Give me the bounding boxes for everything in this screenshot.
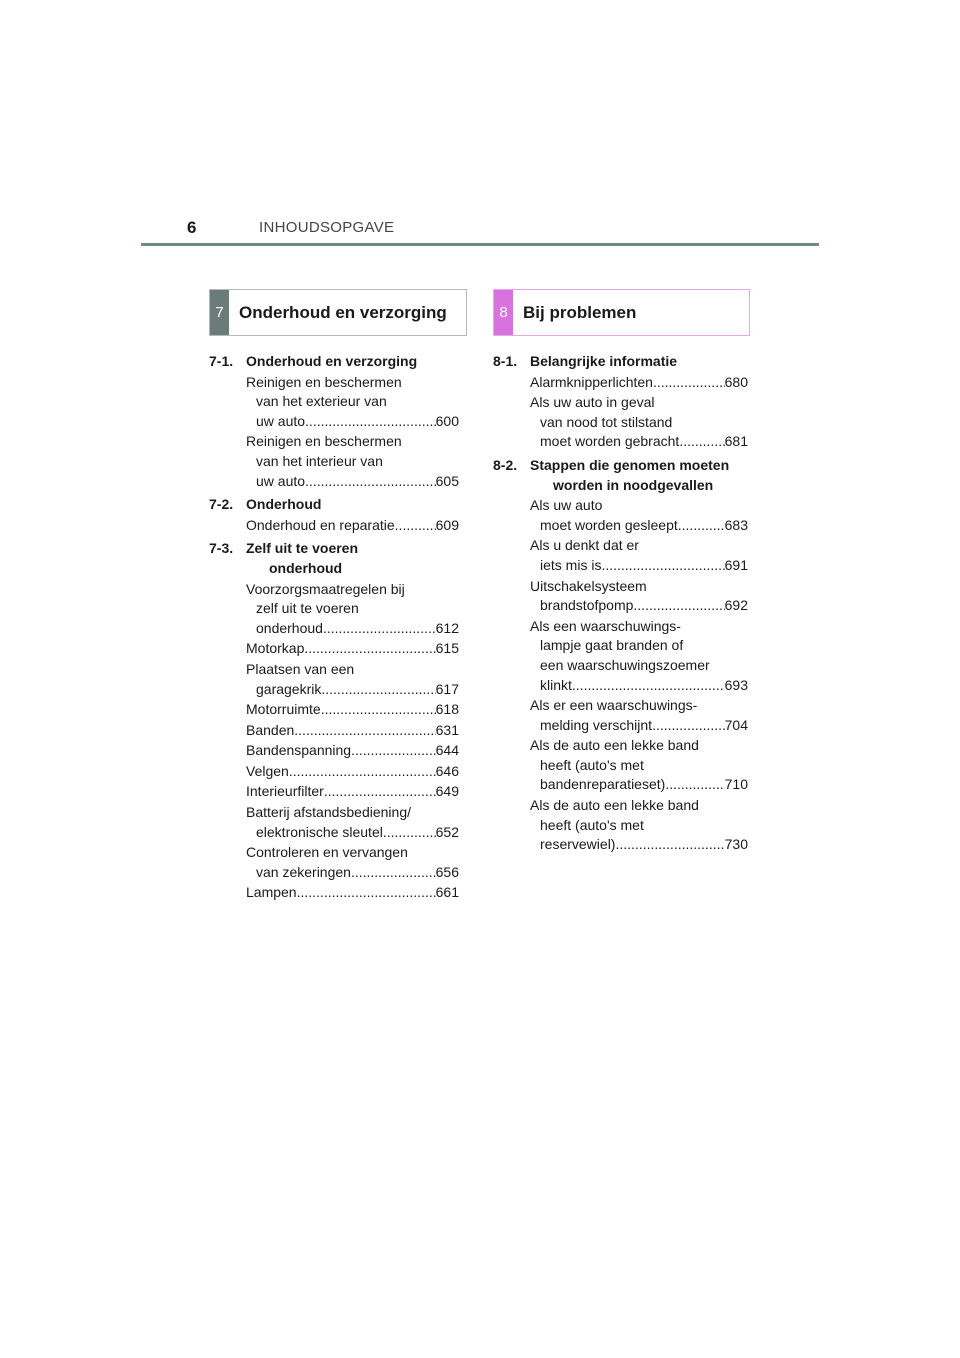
toc-page-number: 661 [435, 884, 459, 901]
toc-entry-line: van het interieur van [256, 452, 383, 469]
toc-entry-line: een waarschuwingszoemer [540, 656, 710, 673]
toc-group [209, 352, 459, 491]
toc-group-title-line: onderhoud [269, 559, 343, 576]
toc-entry[interactable] [209, 700, 459, 720]
page-header [0, 0, 960, 250]
section-7-title: Onderhoud en verzorging [239, 302, 447, 322]
toc-entry[interactable] [493, 393, 748, 452]
toc-entry[interactable] [209, 782, 459, 802]
toc-leader-dots [383, 823, 436, 843]
toc-leader-dots [679, 432, 724, 452]
toc-page-number: 612 [435, 619, 459, 636]
section-7-number: 7 [210, 290, 229, 335]
toc-entry-line: Lampen [246, 884, 297, 901]
toc-leader-dots [678, 516, 725, 536]
toc-entry-line: van zekeringen [256, 863, 351, 880]
toc-group-number: 7-2. [209, 496, 234, 513]
toc-leader-dots [653, 373, 725, 393]
toc-entry-line: Interieurfilter [246, 783, 324, 800]
toc-group-number: 7-1. [209, 353, 234, 369]
toc-entry-line: brandstofpomp [540, 597, 634, 614]
toc-entry-line: Reinigen en beschermen [246, 373, 402, 390]
toc-leader-dots [297, 883, 436, 903]
toc-entry[interactable] [493, 577, 748, 616]
toc-entry[interactable] [493, 617, 748, 695]
toc-leader-dots [351, 741, 436, 761]
toc-group [209, 495, 459, 535]
toc-entry-line: Banden [246, 721, 295, 738]
toc-entry-line: moet worden gebracht [540, 433, 680, 450]
section-8-toc [493, 352, 748, 859]
toc-entry-line: Plaatsen van een [246, 660, 355, 677]
toc-entry-line: uw auto [256, 472, 306, 489]
toc-leader-dots [572, 676, 725, 696]
toc-entry-line: Voorzorgsmaatregelen bij [246, 580, 405, 597]
toc-group-heading [209, 352, 459, 372]
toc-group-number: 7-3. [209, 540, 234, 557]
toc-entry[interactable] [493, 696, 748, 735]
toc-entry[interactable] [209, 660, 459, 699]
toc-entry-line: Motorkap [246, 640, 305, 657]
toc-leader-dots [652, 716, 725, 736]
toc-page-number: 652 [435, 823, 459, 840]
toc-leader-dots [321, 680, 435, 700]
toc-page-number: 617 [435, 680, 459, 697]
toc-entry-line: melding verschijnt [540, 716, 653, 733]
toc-group-title-line: Onderhoud [246, 496, 322, 513]
toc-page-number: 609 [435, 516, 459, 533]
toc-entry-line: heeft (auto's met [540, 756, 644, 773]
section-7-toc [209, 352, 459, 907]
toc-leader-dots [289, 762, 436, 782]
toc-entry-line: elektronische sleutel [256, 823, 383, 840]
toc-entry[interactable] [209, 580, 459, 639]
toc-entry-line: Velgen [246, 762, 289, 779]
toc-entry-line: lampje gaat branden of [540, 637, 684, 654]
toc-entry[interactable] [493, 496, 748, 535]
toc-entry-line: Batterij afstandsbediening/ [246, 804, 411, 821]
section-8-title: Bij problemen [523, 302, 637, 322]
toc-group-title [246, 495, 459, 515]
toc-group-heading [209, 539, 459, 578]
toc-page-number: 605 [435, 472, 459, 489]
toc-entry-line: uw auto [256, 412, 306, 429]
toc-entry-line: Alarmknipperlichten [530, 373, 653, 390]
toc-leader-dots [395, 516, 436, 536]
toc-group-title [246, 539, 459, 578]
toc-leader-dots [615, 835, 724, 855]
toc-entry[interactable] [493, 536, 748, 575]
toc-entry-line: van nood tot stilstand [540, 413, 673, 430]
toc-entry-line: onderhoud [256, 619, 323, 636]
toc-entry-line: Als de auto een lekke band [530, 737, 699, 754]
toc-page-number: 615 [435, 640, 459, 657]
toc-entry[interactable] [209, 741, 459, 761]
toc-page-number: 693 [724, 676, 748, 693]
toc-entry-line: Motorruimte [246, 701, 321, 718]
toc-group-number: 8-2. [493, 456, 518, 473]
toc-group-title-line: worden in noodgevallen [553, 476, 714, 493]
toc-leader-dots [601, 556, 724, 576]
toc-group-heading [209, 495, 459, 515]
toc-leader-dots [324, 782, 436, 802]
toc-entry-line: reservewiel) [540, 836, 616, 853]
toc-group-heading [493, 456, 748, 495]
toc-entry[interactable] [209, 721, 459, 741]
header-title: INHOUDSOPGAVE [259, 219, 395, 236]
toc-entry-line: zelf uit te voeren [256, 600, 359, 617]
toc-entry-line: Controleren en vervangen [246, 844, 408, 861]
toc-page-number: 691 [724, 556, 748, 573]
toc-entry-line: moet worden gesleept [540, 516, 678, 533]
toc-page-number: 683 [724, 516, 748, 533]
toc-entry-line: Als uw auto in geval [530, 394, 655, 411]
toc-leader-dots [323, 619, 436, 639]
toc-group-title [530, 352, 748, 372]
toc-page-number: 644 [435, 742, 459, 759]
toc-group-title-line: Stappen die genomen moeten [530, 456, 730, 473]
toc-page-number: 618 [435, 701, 459, 718]
toc-entry[interactable] [493, 796, 748, 855]
toc-leader-dots [321, 700, 436, 720]
toc-page-number: 680 [724, 373, 748, 390]
toc-entry[interactable] [493, 736, 748, 795]
toc-page-number: 656 [435, 863, 459, 880]
toc-entry-line: Als er een waarschuwings- [530, 697, 698, 714]
page-number: 6 [187, 218, 197, 237]
toc-leader-dots [633, 596, 724, 616]
toc-entry[interactable] [209, 762, 459, 782]
toc-entry-line: bandenreparatieset) [540, 776, 666, 793]
section-8-header [493, 289, 750, 336]
toc-leader-dots [665, 775, 724, 795]
toc-page-number: 692 [724, 597, 748, 614]
toc-leader-dots [351, 863, 436, 883]
toc-entry[interactable] [209, 843, 459, 882]
toc-entry[interactable] [209, 373, 459, 432]
toc-entry-line: Reinigen en beschermen [246, 433, 402, 450]
toc-entry[interactable] [209, 639, 459, 659]
toc-group-title [530, 456, 748, 495]
toc-entry[interactable] [209, 883, 459, 903]
toc-group-title-line: Belangrijke informatie [530, 353, 678, 369]
toc-entry-line: Als uw auto [530, 497, 603, 514]
toc-leader-dots [305, 472, 436, 492]
toc-group [493, 352, 748, 452]
toc-entry-line: iets mis is [540, 556, 602, 573]
toc-page-number: 649 [435, 783, 459, 800]
toc-group-title-line: Zelf uit te voeren [246, 540, 359, 557]
toc-entry-line: van het exterieur van [256, 393, 387, 410]
toc-leader-dots [305, 412, 436, 432]
toc-entry-line: Als een waarschuwings- [530, 617, 681, 634]
toc-entry-line: Uitschakelsysteem [530, 577, 647, 594]
toc-entry-line: klinkt [540, 676, 572, 693]
toc-entry[interactable] [209, 516, 459, 536]
toc-entry[interactable] [493, 373, 748, 393]
toc-entry[interactable] [209, 432, 459, 491]
toc-page-number: 631 [435, 721, 459, 738]
toc-page-number: 730 [724, 836, 748, 853]
toc-entry-line: Als de auto een lekke band [530, 797, 699, 814]
section-7-header [209, 289, 467, 336]
toc-group [209, 539, 459, 903]
toc-group-title [246, 352, 459, 372]
toc-entry-line: garagekrik [256, 680, 322, 697]
toc-page-number: 646 [435, 762, 459, 779]
toc-page-number: 710 [724, 776, 748, 793]
toc-leader-dots [304, 639, 435, 659]
toc-entry-line: Bandenspanning [246, 742, 352, 759]
toc-page-number: 704 [724, 716, 748, 733]
toc-page-number: 681 [724, 433, 748, 450]
toc-group [493, 456, 748, 855]
toc-entry-line: Als u denkt dat er [530, 537, 639, 554]
toc-entry-line: heeft (auto's met [540, 816, 644, 833]
toc-entry-line: Onderhoud en reparatie [246, 516, 395, 533]
section-8-number: 8 [494, 290, 513, 335]
toc-group-number: 8-1. [493, 353, 518, 369]
toc-page-number: 600 [435, 412, 459, 429]
toc-leader-dots [294, 721, 435, 741]
toc-group-heading [493, 352, 748, 372]
header-divider [141, 243, 819, 246]
toc-entry[interactable] [209, 803, 459, 842]
toc-group-title-line: Onderhoud en verzorging [246, 353, 418, 369]
